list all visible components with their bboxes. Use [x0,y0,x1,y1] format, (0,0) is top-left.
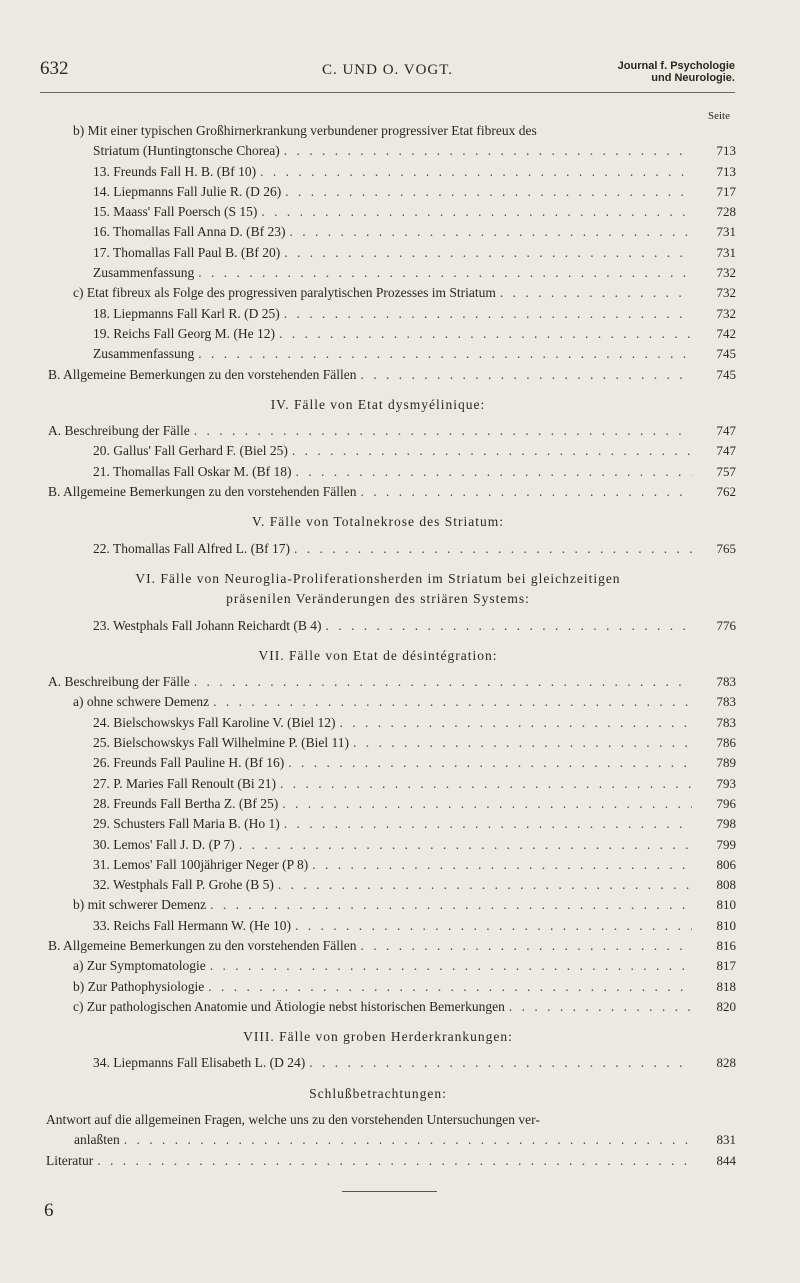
dot-leader [208,977,692,997]
toc-entry-title: 23. Westphals Fall Johann Reichardt (B 4) [93,617,322,633]
toc-entry [0,202,800,222]
dot-leader [260,162,692,182]
toc-text-line [0,1110,800,1130]
toc-entry-page: 732 [716,305,736,321]
section-heading-text: VIII. Fälle von groben Herderkrankungen: [243,1029,513,1045]
toc-entry [0,753,800,773]
toc-entry-page: 732 [716,285,736,301]
dot-leader [282,794,692,814]
toc-entry-title: c) Zur pathologischen Anatomie und Ätiologie nebst historischen Bemerkungen [73,998,505,1014]
toc-entry [0,916,800,936]
toc-entry-title: 34. Liepmanns Fall Elisabeth L. (D 24) [93,1055,306,1071]
toc-entry [0,774,800,794]
toc-entry [0,162,800,182]
toc-entry-title: B. Allgemeine Bemerkungen zu den vorstehenden Fällen [48,366,357,382]
dot-leader [198,263,692,283]
page-column-label: Seite [708,110,730,122]
section-heading [0,589,800,609]
toc-entry-page: 796 [716,795,736,811]
toc-entry [0,794,800,814]
toc-entry-page: 776 [716,617,736,633]
toc-entry-page: 806 [716,856,736,872]
toc-entry-page: 798 [716,816,736,832]
toc-entry-title: 31. Lemos' Fall 100jähriger Neger (P 8) [93,856,309,872]
toc-entry [0,1053,800,1073]
toc-entry [0,222,800,242]
section-heading-text: VII. Fälle von Etat de désintégration: [258,647,498,663]
dot-leader [279,324,692,344]
toc-entry-title: B. Allgemeine Bemerkungen zu den vorstehenden Fällen [48,484,357,500]
toc-entry-title: 21. Thomallas Fall Oskar M. (Bf 18) [93,463,292,479]
toc-entry-title: 27. P. Maries Fall Renoult (Bi 21) [93,775,276,791]
toc-entry-title: a) Zur Symptomatologie [73,958,206,974]
toc-entry [0,733,800,753]
section-heading [0,512,800,532]
dot-leader [292,441,692,461]
toc-entry [0,692,800,712]
section-heading [0,646,800,666]
page-number: 632 [40,58,69,79]
toc-entry-page: 783 [716,694,736,710]
toc-entry-title: Zusammenfassung [93,346,195,362]
toc-entry-page: 818 [716,978,736,994]
dot-leader [284,243,692,263]
toc-entry-page: 786 [716,735,736,751]
footer-divider [342,1191,437,1192]
toc-entry-page: 731 [716,244,736,260]
dot-leader [295,916,692,936]
running-title: C. UND O. VOGT. [321,62,454,78]
dot-leader [198,344,692,364]
toc-entry-title: 17. Thomallas Fall Paul B. (Bf 20) [93,244,281,260]
toc-entry-page: 747 [716,443,736,459]
toc-entry-page: 762 [716,484,736,500]
toc-entry-page: 728 [716,204,736,220]
toc-entry-title: 32. Westphals Fall P. Grohe (B 5) [93,877,274,893]
dot-leader [312,855,692,875]
dot-leader [294,539,692,559]
toc-entry [0,1151,800,1171]
toc-text-line [0,121,800,141]
toc-entry [0,182,800,202]
toc-entry-page: 717 [716,183,736,199]
toc-entry [0,462,800,482]
journal-line-2: und Neurologie. [651,72,735,84]
toc-entry-title: B. Allgemeine Bemerkungen zu den vorstehenden Fällen [48,937,357,953]
toc-entry-title: 30. Lemos' Fall J. D. (P 7) [93,836,235,852]
toc-entry-page: 713 [716,143,736,159]
toc-text: Antwort auf die allgemeinen Fragen, welche uns zu den vorstehenden Untersuchungen ver- [46,1112,540,1128]
dot-leader [361,365,692,385]
toc-entry-title: a) ohne schwere Demenz [73,694,210,710]
toc-entry [0,324,800,344]
toc-entry-page: 783 [716,714,736,730]
section-heading [0,395,800,415]
dot-leader [194,421,692,441]
dot-leader [361,936,692,956]
journal-name [618,60,735,84]
toc-entry-page: 789 [716,755,736,771]
toc-entry-title: 20. Gallus' Fall Gerhard F. (Biel 25) [93,443,288,459]
dot-leader [239,835,692,855]
dot-leader [284,814,692,834]
toc-entry-title: 22. Thomallas Fall Alfred L. (Bf 17) [93,540,290,556]
dot-leader [261,202,692,222]
section-heading [0,569,800,589]
toc-entry-page: 745 [716,346,736,362]
toc-entry-page: 742 [716,325,736,341]
toc-entry [0,977,800,997]
toc-entry [0,344,800,364]
page-header [40,58,735,93]
toc-entry-page: 732 [716,265,736,281]
toc-entry-title: Striatum (Huntingtonsche Chorea) [93,143,280,159]
dot-leader [124,1130,692,1150]
dot-leader [97,1151,692,1171]
toc-entry-page: 828 [716,1055,736,1071]
dot-leader [213,692,692,712]
toc-text: b) Mit einer typischen Großhirnerkrankung verbundener progressiver Etat fibreux des [73,123,537,138]
dot-leader [210,895,692,915]
toc-entry-page: 747 [716,423,736,439]
table-of-contents [0,121,800,1171]
dot-leader [194,672,692,692]
dot-leader [295,462,692,482]
dot-leader [326,616,692,636]
toc-entry-page: 765 [716,540,736,556]
toc-entry-title: 28. Freunds Fall Bertha Z. (Bf 25) [93,795,279,811]
section-heading-text: VI. Fälle von Neuroglia-Proliferationsherden im Striatum bei gleichzeitigen [135,570,621,586]
toc-entry-title: c) Etat fibreux als Folge des progressiven paralytischen Prozesses im Striatum [73,285,496,301]
dot-leader [280,774,692,794]
toc-entry-page: 757 [716,463,736,479]
toc-entry [0,814,800,834]
toc-entry [0,895,800,915]
toc-entry [0,672,800,692]
toc-entry-title: 33. Reichs Fall Hermann W. (He 10) [93,917,291,933]
toc-entry [0,713,800,733]
signature-mark: 6 [44,1200,54,1221]
section-heading-text: Schlußbetrachtungen: [309,1085,447,1101]
toc-entry-page: 820 [716,998,736,1014]
section-heading-text: V. Fälle von Totalnekrose des Striatum: [251,514,505,530]
toc-entry-title: 14. Liepmanns Fall Julie R. (D 26) [93,183,282,199]
dot-leader [278,875,692,895]
dot-leader [509,997,692,1017]
dot-leader [289,222,692,242]
toc-entry-page: 731 [716,224,736,240]
toc-entry-page: 799 [716,836,736,852]
toc-entry [0,441,800,461]
toc-entry-title: b) Zur Pathophysiologie [73,978,205,994]
toc-entry-page: 817 [716,958,736,974]
dot-leader [500,283,692,303]
toc-entry-page: 831 [716,1132,736,1148]
toc-entry-page: 713 [716,163,736,179]
section-heading-text: IV. Fälle von Etat dysmyélinique: [270,396,486,412]
toc-entry [0,482,800,502]
toc-entry [0,304,800,324]
dot-leader [284,141,692,161]
toc-entry-title: A. Beschreibung der Fälle [48,674,190,690]
toc-entry [0,855,800,875]
toc-entry [0,936,800,956]
dot-leader [340,713,693,733]
toc-entry [0,835,800,855]
toc-entry-title: 13. Freunds Fall H. B. (Bf 10) [93,163,257,179]
toc-entry-title: anlaßten [74,1132,120,1148]
toc-entry [0,365,800,385]
dot-leader [309,1053,692,1073]
toc-entry-page: 745 [716,366,736,382]
toc-entry [0,283,800,303]
toc-entry [0,243,800,263]
dot-leader [284,304,692,324]
toc-entry-title: b) mit schwerer Demenz [73,897,207,913]
toc-entry-title: 29. Schusters Fall Maria B. (Ho 1) [93,816,280,832]
toc-entry [0,421,800,441]
toc-entry-title: 16. Thomallas Fall Anna D. (Bf 23) [93,224,286,240]
toc-entry-title: 25. Bielschowskys Fall Wilhelmine P. (Biel 11) [93,735,349,751]
dot-leader [361,482,692,502]
section-heading-text: präsenilen Veränderungen des striären Systems: [226,591,530,607]
toc-entry-page: 816 [716,937,736,953]
toc-entry [0,616,800,636]
section-heading [0,1084,800,1104]
toc-entry-title: 26. Freunds Fall Pauline H. (Bf 16) [93,755,285,771]
dot-leader [285,182,692,202]
toc-entry [0,263,800,283]
toc-entry-page: 808 [716,877,736,893]
toc-entry-page: 844 [716,1152,736,1168]
toc-entry [0,997,800,1017]
toc-entry-title: Zusammenfassung [93,265,195,281]
toc-entry-page: 810 [716,917,736,933]
toc-entry-title: 19. Reichs Fall Georg M. (He 12) [93,325,275,341]
toc-entry-title: A. Beschreibung der Fälle [48,423,190,439]
toc-entry-title: 15. Maass' Fall Poersch (S 15) [93,204,258,220]
toc-entry [0,141,800,161]
toc-entry-page: 783 [716,674,736,690]
section-heading [0,1027,800,1047]
toc-entry-title: Literatur [46,1152,94,1168]
toc-entry [0,875,800,895]
dot-leader [353,733,692,753]
toc-entry [0,539,800,559]
dot-leader [210,956,692,976]
toc-entry [0,956,800,976]
toc-entry-title: 24. Bielschowskys Fall Karoline V. (Biel 12) [93,714,336,730]
dot-leader [288,753,692,773]
toc-entry [0,1130,800,1150]
journal-line-1: Journal f. Psychologie [617,60,735,72]
toc-entry-page: 793 [716,775,736,791]
toc-entry-page: 810 [716,897,736,913]
toc-entry-title: 18. Liepmanns Fall Karl R. (D 25) [93,305,280,321]
